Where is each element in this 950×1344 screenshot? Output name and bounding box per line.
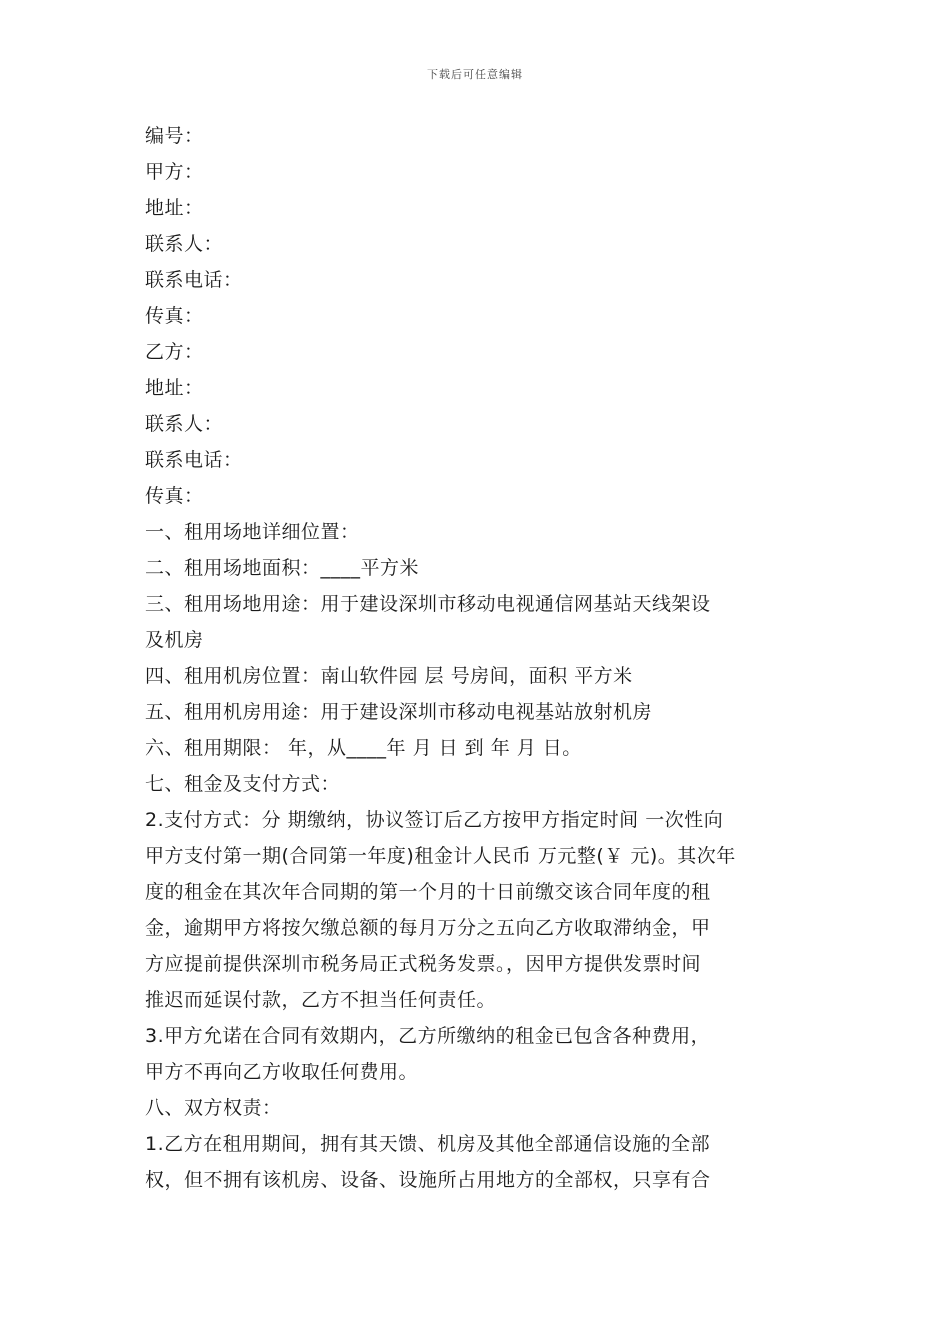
- field-party-a: 甲方：: [145, 161, 204, 183]
- clause-location: 一、租用场地详细位置：: [145, 521, 360, 543]
- clause-room-location: 四、租用机房位置：南山软件园 层 号房间，面积 平方米: [145, 665, 633, 687]
- clause-payment-line-5: 方应提前提供深圳市税务局正式税务发票。，因甲方提供发票时间: [145, 953, 702, 975]
- clause-term: 六、租用期限： 年，从____年 月 日 到 年 月 日。: [145, 737, 582, 759]
- field-party-a-fax: 传真：: [145, 305, 204, 327]
- clause-use-line-2: 及机房: [145, 629, 204, 651]
- field-party-a-address: 地址：: [145, 197, 204, 219]
- clause-payment-line-4: 金，逾期甲方将按欠缴总额的每月万分之五向乙方收取滞纳金，甲: [145, 917, 711, 939]
- document-body: [145, 118, 807, 1198]
- field-number: 编号：: [145, 125, 204, 147]
- field-party-b: 乙方：: [145, 341, 204, 363]
- field-party-a-phone: 联系电话：: [145, 269, 243, 291]
- clause-use-line-1: 三、租用场地用途：用于建设深圳市移动电视通信网基站天线架设: [145, 593, 711, 615]
- clause-fees-line-1: 3.甲方允诺在合同有效期内，乙方所缴纳的租金已包含各种费用，: [145, 1025, 711, 1047]
- clause-fees-line-2: 甲方不再向乙方收取任何费用。: [145, 1061, 419, 1083]
- clause-rent-heading: 七、租金及支付方式：: [145, 773, 341, 795]
- clause-payment-line-6: 推迟而延误付款，乙方不担当任何责任。: [145, 989, 497, 1011]
- clause-payment-line-3: 度的租金在其次年合同期的第一个月的十日前缴交该合同年度的租: [145, 881, 711, 903]
- field-party-b-fax: 传真：: [145, 485, 204, 507]
- clause-rights-line-2: 权，但不拥有该机房、设备、设施所占用地方的全部权，只享有合: [145, 1169, 711, 1191]
- clause-room-use: 五、租用机房用途：用于建设深圳市移动电视基站放射机房: [145, 701, 653, 723]
- field-party-a-contact: 联系人：: [145, 233, 224, 255]
- field-party-b-address: 地址：: [145, 377, 204, 399]
- clause-payment-line-2: 甲方支付第一期(合同第一年度)租金计人民币 万元整(￥ 元)。其次年: [145, 845, 736, 867]
- clause-area: 二、租用场地面积：____平方米: [145, 557, 420, 579]
- clause-rights-line-1: 1.乙方在租用期间，拥有其天馈、机房及其他全部通信设施的全部: [145, 1133, 711, 1155]
- clause-payment-line-1: 2.支付方式：分 期缴纳，协议签订后乙方按甲方指定时间 一次性向: [145, 809, 724, 831]
- field-party-b-phone: 联系电话：: [145, 449, 243, 471]
- field-party-b-contact: 联系人：: [145, 413, 224, 435]
- clause-rights-heading: 八、双方权责：: [145, 1097, 282, 1119]
- header-note: 下载后可任意编辑: [427, 68, 523, 81]
